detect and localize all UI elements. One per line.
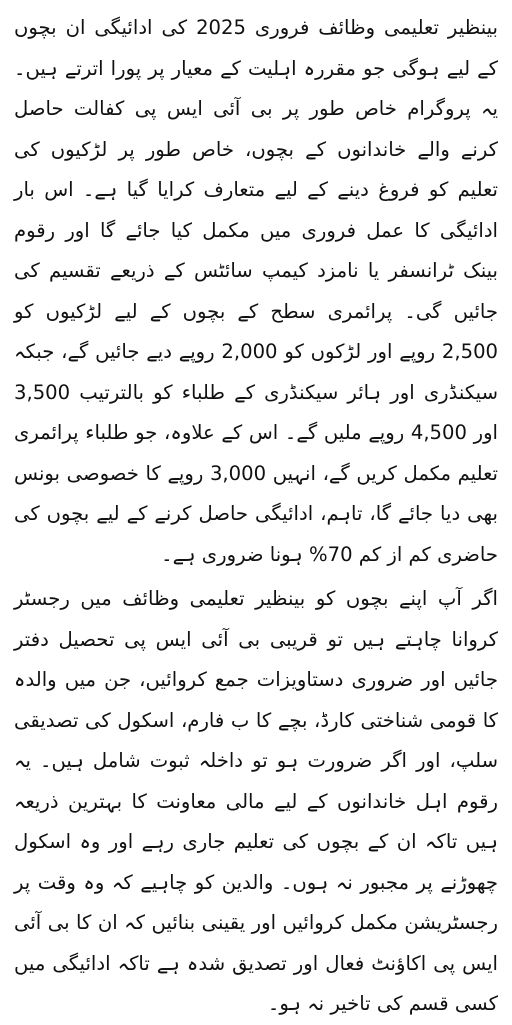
paragraph-payment-details: بینظیر تعلیمی وظائف فروری 2025 کی ادائیگی ان بچوں کے لیے ہوگی جو مقررہ اہلیت کے معیار پر پورا اترتے ہیں۔ یہ پروگرام خاص طور پر بی آئی ایس پی کفالت حاصل کرنے والے خاندانوں کے بچوں، خاص طور پر لڑکیوں کی تعلیم کو فروغ دینے کے لیے متعارف کرایا گیا ہے۔ اس بار ادائیگی کا عمل فروری میں مکمل کیا جائے گا اور رقوم بینک ٹرانسفر یا نامزد کیمپ سائٹس کے ذریعے تقسیم کی جائیں گی۔ پرائمری سطح کے بچوں کے لیے لڑکیوں کو 2,500 روپے اور لڑکوں کو 2,000 روپے دیے جائیں گے، جبکہ سیکنڈری اور ہائر سیکنڈری کے طلباء کو بالترتیب 3,500 اور 4,500 روپے ملیں گے۔ اس کے علاوہ، جو طلباء پرائمری تعلیم مکمل کریں گے، انہیں 3,000 روپے کا خصوصی بونس بھی دیا جائے گا، تاہم، ادائیگی حاصل کرنے کے لیے بچوں کی حاضری کم از کم 70% ہونا ضروری ہے۔ [14, 16, 498, 566]
paragraph-registration-info: اگر آپ اپنے بچوں کو بینظیر تعلیمی وظائف میں رجسٹر کروانا چاہتے ہیں تو قریبی بی آئی ایس پی تحصیل دفتر جائیں اور ضروری دستاویزات جمع کروائیں، جن میں والدہ کا قومی شناختی کارڈ، بچے کا ب فارم، اسکول کی تصدیقی سلپ، اور اگر ضرورت ہو تو داخلہ ثبوت شامل ہیں۔ یہ رقوم اہل خاندانوں کے لیے مالی معاونت کا بہترین ذریعہ ہیں تاکہ ان کے بچوں کی تعلیم جاری رہے اور وہ اسکول چھوڑنے پر مجبور نہ ہوں۔ والدین کو چاہیے کہ وہ وقت پر رجسٹریشن مکمل کروائیں اور یقینی بنائیں کہ ان کا بی آئی ایس پی اکاؤنٹ فعال اور تصدیق شدہ ہے تاکہ ادائیگی میں کسی قسم کی تاخیر نہ ہو۔ [14, 587, 498, 1015]
article-body [14, 8, 498, 1025]
